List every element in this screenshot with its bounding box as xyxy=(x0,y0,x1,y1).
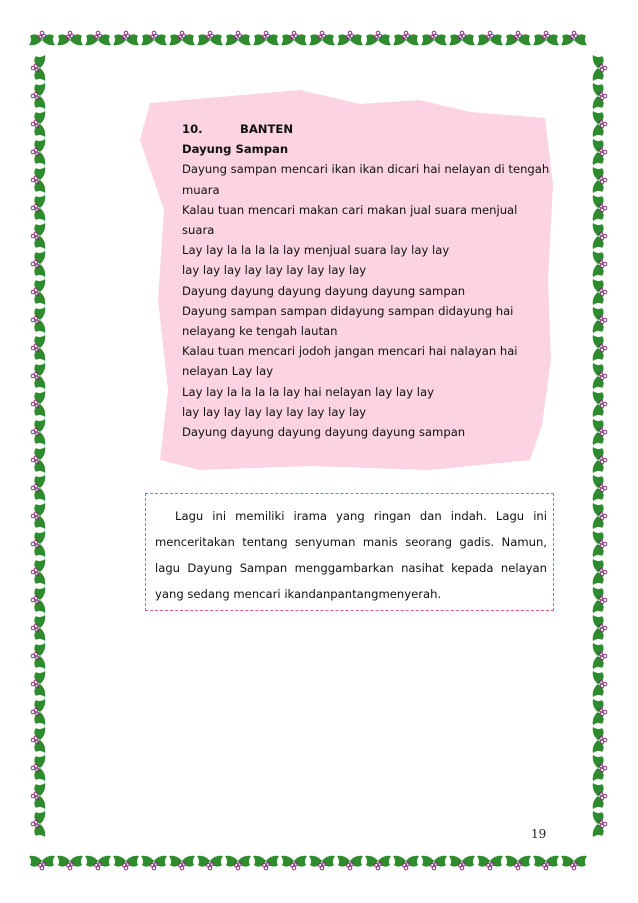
lyric-line: lay lay lay lay lay lay lay lay lay xyxy=(182,263,367,278)
lyric-line: Kalau tuan mencari makan cari makan jual suara menjual xyxy=(182,202,518,217)
song-lyrics xyxy=(182,119,552,442)
lyric-line: lay lay lay lay lay lay lay lay lay xyxy=(182,404,367,419)
lyric-line: nelayang ke tengah lautan xyxy=(182,324,338,339)
lyric-line: Dayung dayung dayung dayung dayung sampan xyxy=(182,425,466,440)
section-number: 10. xyxy=(182,122,203,136)
lyric-line: muara xyxy=(182,182,220,197)
song-description: Lagu ini memiliki irama yang ringan dan indah. Lagu ini menceritakan tentang senyuman manis seorang gadis. Namun, lagu Dayung Sampan menggambarkan nasihat kepada nelayan yang sedang mencari ikandanpantangmenyerah. xyxy=(155,509,547,601)
lyric-line: Dayung sampan sampan didayung sampan didayung hai xyxy=(182,303,514,318)
lyric-line: Dayung dayung dayung dayung dayung sampan xyxy=(182,283,466,298)
lyric-line: nelayan Lay lay xyxy=(182,364,274,379)
lyric-line: Lay lay la la la la lay menjual suara lay lay lay xyxy=(182,243,450,258)
lyric-line: Dayung sampan mencari ikan ikan dicari hai nelayan di tengah xyxy=(182,162,550,177)
lyric-line: suara xyxy=(182,223,215,238)
page-number: 19 xyxy=(531,827,547,841)
song-title: Dayung Sampan xyxy=(182,142,289,157)
section-heading xyxy=(182,119,552,139)
lyric-line: Kalau tuan mencari jodoh jangan mencari hai nalayan hai xyxy=(182,344,518,359)
lyric-line: Lay lay la la la la lay hai nelayan lay lay lay xyxy=(182,384,434,399)
region-name: BANTEN xyxy=(240,122,294,136)
